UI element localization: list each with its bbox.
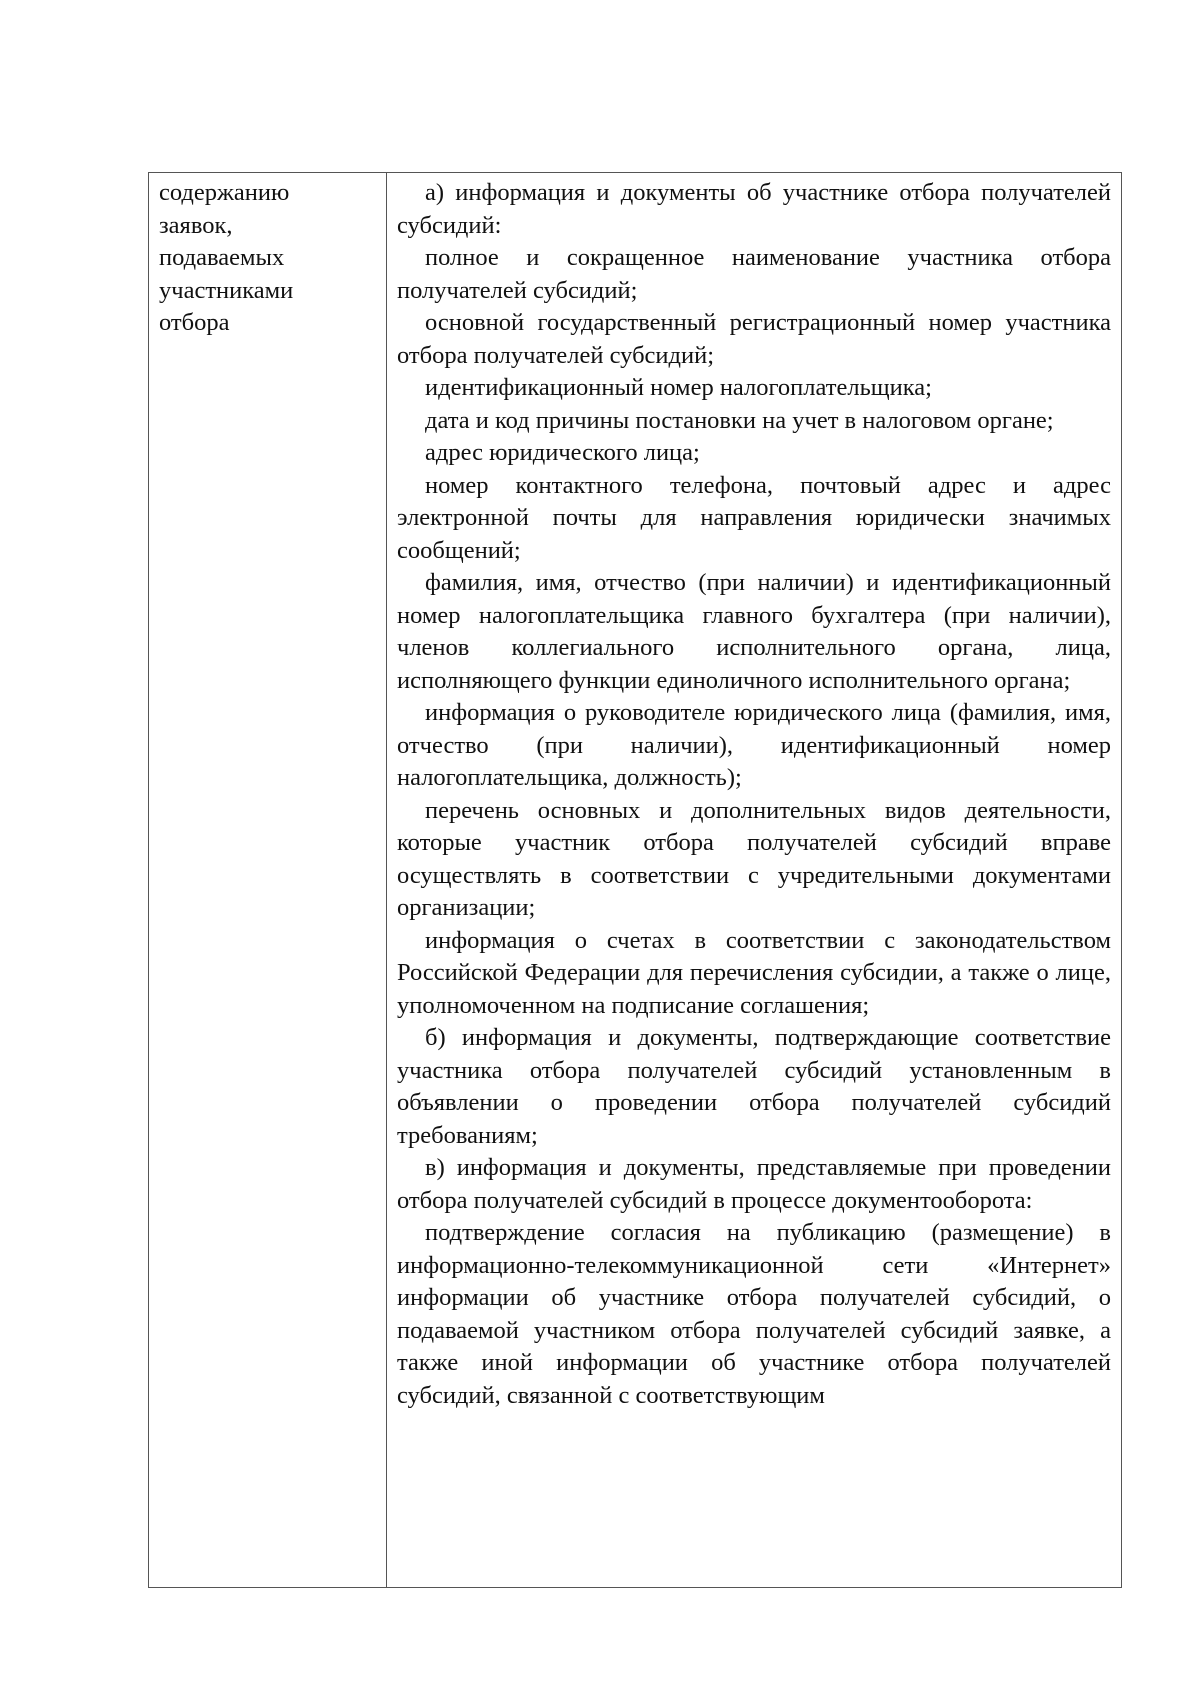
paragraph-accountant: фамилия, имя, отчество (при наличии) и идентификационный номер налогоплательщика главного бухгалтера (при наличии), членов коллегиального исполнительного органа, лица, исполняющего функции единоличного исполнительного органа; (397, 569, 1111, 694)
paragraph-director: информация о руководителе юридического лица (фамилия, имя, отчество (при наличии), идентификационный номер налогоплательщика, должность); (397, 699, 1111, 791)
paragraph-legal-address: адрес юридического лица; (425, 439, 700, 466)
paragraph-full-name: полное и сокращенное наименование участника отбора получателей субсидий; (397, 244, 1111, 304)
left-cell-line: участниками (159, 276, 294, 304)
right-cell (387, 173, 1121, 1587)
paragraph-participant-info: а) информация и документы об участнике отбора получателей субсидий: (397, 179, 1111, 239)
document-table (148, 172, 1122, 1588)
left-cell-line: отбора (159, 309, 230, 336)
paragraph-accounts: информация о счетах в соответствии с законодательством Российской Федерации для перечисления субсидии, а также о лице, уполномоченном на подписание соглашения; (397, 926, 1111, 1019)
left-cell-line: содержанию (159, 179, 290, 206)
left-cell-line: заявок, (159, 211, 233, 239)
left-cell-line: подаваемых (159, 244, 285, 271)
paragraph-inn: идентификационный номер налогоплательщика; (425, 374, 932, 401)
paragraph-activities: перечень основных и дополнительных видов деятельности, которые участник отбора получателей субсидий вправе осуществлять в соответствии с учредительными документами организации; (397, 796, 1111, 921)
paragraph-publication-consent: подтверждение согласия на публикацию (размещение) в информационно-телекоммуникационной сети «Интернет» информации об участнике отбора получателей субсидий, о подаваемой участником отбора получателей субсидий заявке, а также иной информации об участнике отбора получателей субсидий, связанной с соответствующим (397, 1219, 1111, 1409)
paragraph-contacts: номер контактного телефона, почтовый адрес и адрес электронной почты для направления юридически значимых сообщений; (397, 471, 1111, 564)
paragraph-compliance: б) информация и документы, подтверждающие соответствие участника отбора получателей субсидий установленным в объявлении о проведении отбора получателей субсидий требованиям; (397, 1024, 1111, 1149)
paragraph-ogrn: основной государственный регистрационный номер участника отбора получателей субсидий; (397, 309, 1111, 369)
left-cell (149, 173, 387, 1587)
paragraph-kpp: дата и код причины постановки на учет в налоговом органе; (425, 406, 1054, 434)
paragraph-document-flow: в) информация и документы, представляемые при проведении отбора получателей субсидий в процессе документооборота: (397, 1154, 1111, 1214)
